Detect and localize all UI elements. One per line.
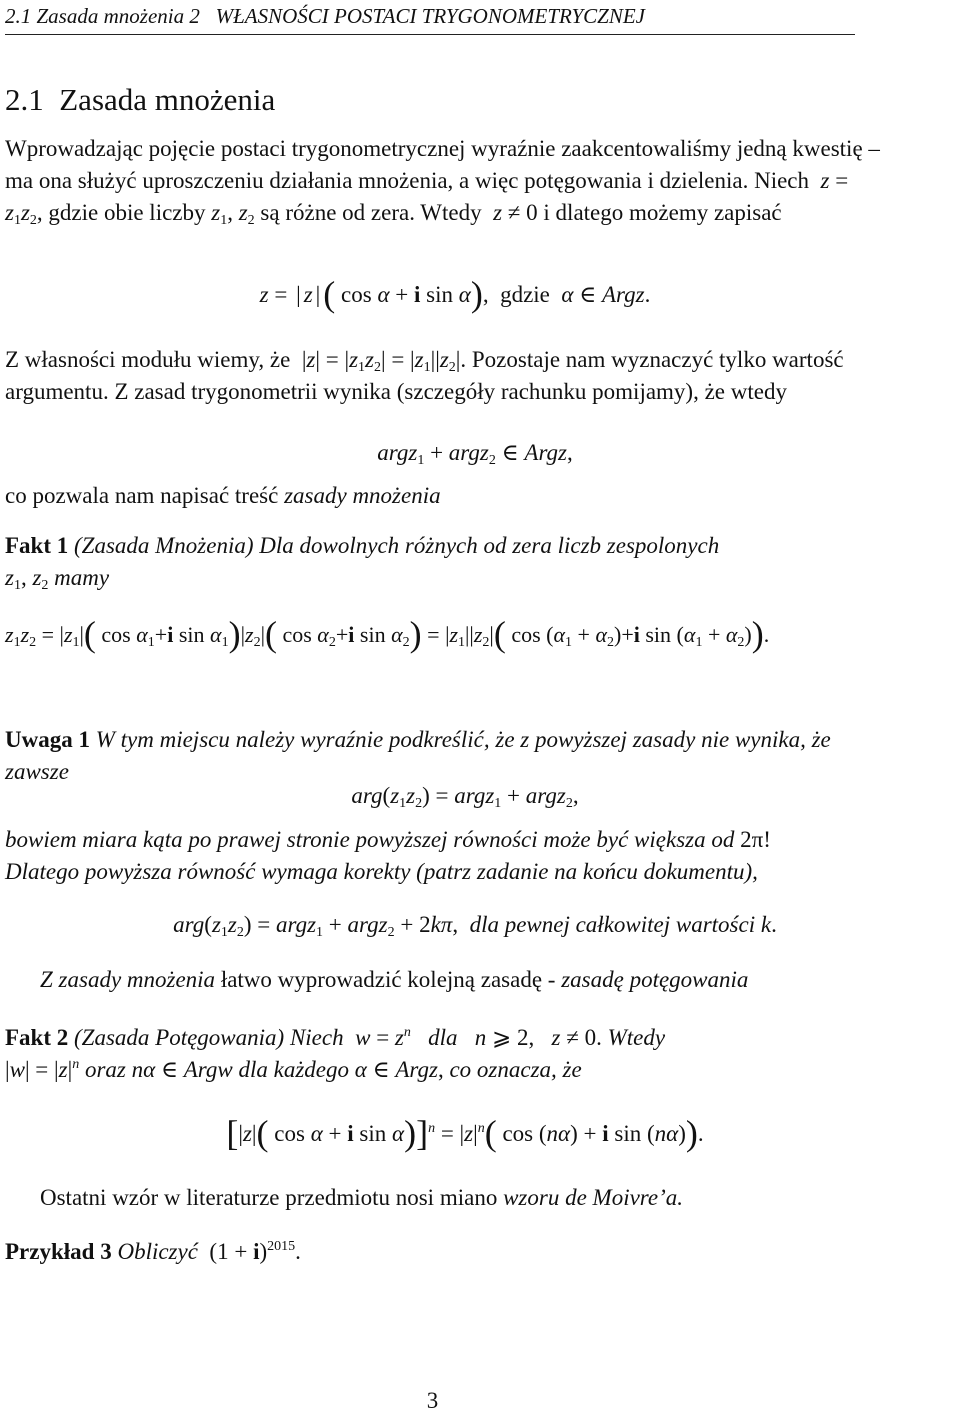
running-header [5, 2, 855, 35]
equation-arg-sum: argz$_1$ + argz$_2$ ∈ Argz, [377, 440, 573, 468]
example-3-label: Przykład 3 [5, 1239, 112, 1264]
page-number: 3 [426, 1388, 439, 1413]
example-3: Przykład 3 Obliczyć $(1 + i)^{2015}$. [5, 1239, 301, 1264]
text-de-moivre: Ostatni wzór w literaturze przedmiotu nosi miano wzoru de Moivre’a. [40, 1185, 684, 1210]
fact-1-label: Fakt 1 [5, 533, 69, 558]
equation-arg-corrected: $arg(z_1z_2)$ = argz$_1$ + argz$_2$ + 2kπ, dla pewnej całkowitej wartości k. [173, 912, 777, 940]
text-angle-correction: bowiem miara kąta po prawej stronie powyższej równości może być większa od 2π! Dlatego powyższa równość wymaga korekty (patrz zadanie na końcu dokumentu), [5, 827, 771, 884]
text-zasada-potegowania: Z zasady mnożenia łatwo wyprowadzić kolejną zasadę - zasadę potęgowania [40, 967, 749, 992]
remark-1-label: Uwaga 1 [5, 727, 90, 752]
equation-de-moivre: [|z|( cos α + i $\sin \alpha)]^n = |z|^n$( cos (nα) + i sin (nα)). [226, 1113, 704, 1153]
section-title: 2.1 Zasada mnożenia [5, 82, 276, 117]
equation-trig-form: z = | z |( cos α + i sin α), gdzie α ∈ Argz. [259, 274, 651, 314]
modulus-paragraph: Z własności modułu wiemy, że $|z| = |z_1z_2| = |z_1||z_2|$. Pozostaje nam wyznaczyć tylko wartość argumentu. Z zasad trygonometrii wynika (szczegóły rachunku pomijamy), że wtedy [5, 347, 844, 404]
remark-1: Uwaga 1 W tym miejscu należy wyraźnie podkreślić, że z powyższej zasady nie wynika, że zawsze [5, 727, 831, 784]
fact-2: Fakt 2 (Zasada Potęgowania) Niech $w = z^n$ dla n ⩾ 2, z ≠ 0. Wtedy $|w| = |z|^n$ oraz nα ∈ Argw dla każdego α ∈ Argz, co oznacza, że [5, 1025, 666, 1082]
text-zasady-mnozenia: co pozwala nam napisać treść zasady mnożenia [5, 483, 441, 508]
equation-multiplication-rule: $z_1z_2 = |z_1|$( $\cos \alpha_1+i$ $\sin \alpha_1)|z_2|$( $\cos \alpha_2+i$ $\sin \alpha_2) = |z_1||z_2|$( $\cos (\alpha_1 + \alpha_2)+i$ $\sin (\alpha_1 + \alpha_2)$). [5, 614, 770, 654]
fact-1: Fakt 1 (Zasada Mnożenia) Dla dowolnych różnych od zera liczb zespolonych $z_1$, $z_2$ mamy [5, 533, 720, 593]
equation-arg-product: $arg(z_1z_2)$ = argz$_1$ + argz$_2$, [351, 783, 579, 811]
header-text: 2.1 [5, 4, 32, 28]
fact-2-label: Fakt 2 [5, 1025, 69, 1050]
header-title: Zasada mnożenia 2 WŁASNOŚCI POSTACI TRYGONOMETRYCZNEJ [36, 4, 645, 28]
intro-paragraph: Wprowadzając pojęcie postaci trygonometrycznej wyraźnie zaakcentowaliśmy jedną kwestię – ma ona służyć uproszczeniu działania mnożenia, a więc potęgowania i dzielenia. Niech $z = z_1z_2$, gdzie obie liczby $z_1$, $z_2$ są różne od zera. Wtedy z ≠ 0 i dlatego możemy zapisać [5, 136, 880, 228]
